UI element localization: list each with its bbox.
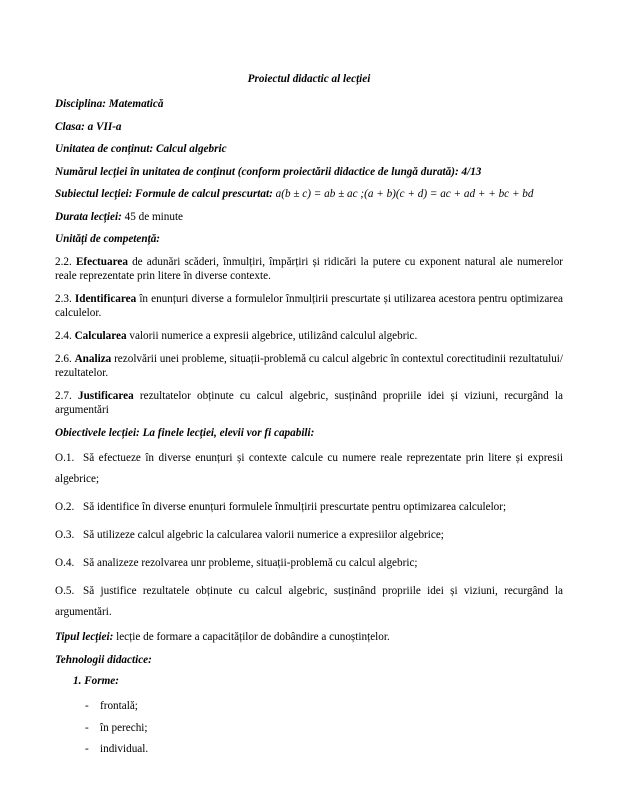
competenta-text: de adunări scăderi, înmulțiri, împărțiri și ridicări la putere cu exponent natural ale numerelor reale reprezentate prin litere în diverse contexte.: [55, 255, 564, 282]
competenta-text: în enunțuri diverse a formulelor înmulțirii prescurtate și utilizarea acestora pentru optimizarea calculelor.: [55, 292, 563, 319]
forma-item: [85, 696, 563, 718]
document-title: Proiectul didactic al lecției: [247, 73, 371, 85]
competenta-item: [55, 255, 563, 283]
competenta-text: rezultatelor obținute cu calcul algebric, susținând propriile idei și viziuni, recurgând la argumentări: [55, 389, 563, 416]
competenta-number: 2.6.: [55, 352, 75, 365]
subiect-label: Subiectul lecției: Formule de calcul prescurtat:: [55, 188, 273, 200]
obiectiv-item: [55, 448, 563, 490]
forme-list: [85, 696, 563, 761]
competenta-item: [55, 292, 563, 320]
dash-bullet: -: [85, 700, 89, 712]
forma-item: [85, 718, 563, 740]
competenta-number: 2.3.: [55, 292, 75, 305]
competenta-key: Analiza: [74, 352, 112, 365]
unitatea-line: Unitatea de conținut: Calcul algebric: [55, 143, 227, 155]
obiectiv-text: Să efectueze în diverse enunțuri și contexte calcule cu numere reale reprezentate prin litere și expresii algebrice;: [55, 452, 563, 485]
obiective-list: [55, 448, 563, 623]
document-page: [55, 72, 563, 761]
competenta-key: Efectuarea: [75, 255, 128, 268]
tipul-value: lecție de formare a capacităților de dobândire a cunoștințelor.: [116, 631, 390, 643]
obiectiv-item: [55, 553, 563, 574]
obiectiv-number: O.1.: [55, 452, 75, 464]
competenta-item: [55, 389, 563, 417]
obiectiv-item: [55, 581, 563, 623]
competente-list: [55, 255, 563, 417]
competenta-key: Justificarea: [77, 389, 134, 402]
obiectiv-number: O.3.: [55, 529, 75, 541]
competenta-number: 2.2.: [55, 255, 76, 268]
obiectiv-text: Să analizeze rezolvarea unr probleme, situații-problemă cu calcul algebric;: [83, 557, 418, 569]
obiectiv-number: O.2.: [55, 501, 75, 513]
forma-text: frontală;: [100, 700, 138, 712]
forma-text: individual.: [100, 743, 149, 755]
durata-line: [55, 210, 563, 224]
obiectiv-text: Să utilizeze calcul algebric la calcularea valorii numerice a expresiilor algebrice;: [83, 529, 444, 541]
obiectiv-number: O.4.: [55, 557, 75, 569]
unitati-heading: Unități de competență:: [55, 233, 161, 245]
clasa-line: Clasa: a VII-a: [55, 120, 122, 133]
durata-value: 45 de minute: [124, 210, 184, 223]
forma-text: în perechi;: [100, 721, 148, 734]
subiect-formula: a(b ± c) = ab ± ac ;(a + b)(c + d) = ac + ad + + bc + bd: [275, 188, 534, 200]
competenta-item: [55, 352, 563, 380]
competenta-text: rezolvării unei probleme, situații-problemă cu calcul algebric în contextul corectitudinii rezultatului/ rezultatelor.: [55, 352, 564, 379]
obiectiv-item: [55, 497, 563, 518]
competenta-number: 2.4.: [55, 329, 75, 342]
disciplina-line: Disciplina: Matematică: [55, 98, 164, 110]
durata-label: Durata lecției:: [55, 210, 122, 223]
competenta-item: [55, 329, 563, 343]
tehnologii-heading: Tehnologii didactice:: [55, 653, 152, 666]
competenta-number: 2.7.: [55, 389, 78, 402]
obiective-heading: Obiectivele lecției: La finele lecției, elevii vor fi capabili:: [55, 426, 315, 439]
forme-heading: 1. Forme:: [73, 675, 119, 687]
numarul-line: Numărul lecției în unitatea de conținut (conform proiectării didactice de lungă durată): 4/13: [55, 165, 482, 178]
dash-bullet: -: [85, 721, 89, 734]
obiectiv-item: [55, 525, 563, 546]
obiectiv-text: Să identifice în diverse enunțuri formulele înmulțirii prescurtate pentru optimizarea calculelor;: [83, 501, 507, 513]
obiectiv-text: Să justifice rezultatele obținute cu calcul algebric, susținând propriile idei și viziuni, recurgând la argumentări.: [55, 585, 563, 618]
subiect-line: [55, 187, 563, 201]
competenta-key: Calcularea: [74, 329, 127, 342]
dash-bullet: -: [85, 743, 89, 755]
forma-item: [85, 739, 563, 761]
competenta-key: Identificarea: [74, 292, 137, 305]
tipul-line: [55, 630, 563, 644]
tipul-label: Tipul lecției:: [55, 631, 114, 643]
competenta-text: valorii numerice a expresii algebrice, utilizând calculul algebric.: [126, 329, 418, 342]
obiectiv-number: O.5.: [55, 585, 75, 597]
